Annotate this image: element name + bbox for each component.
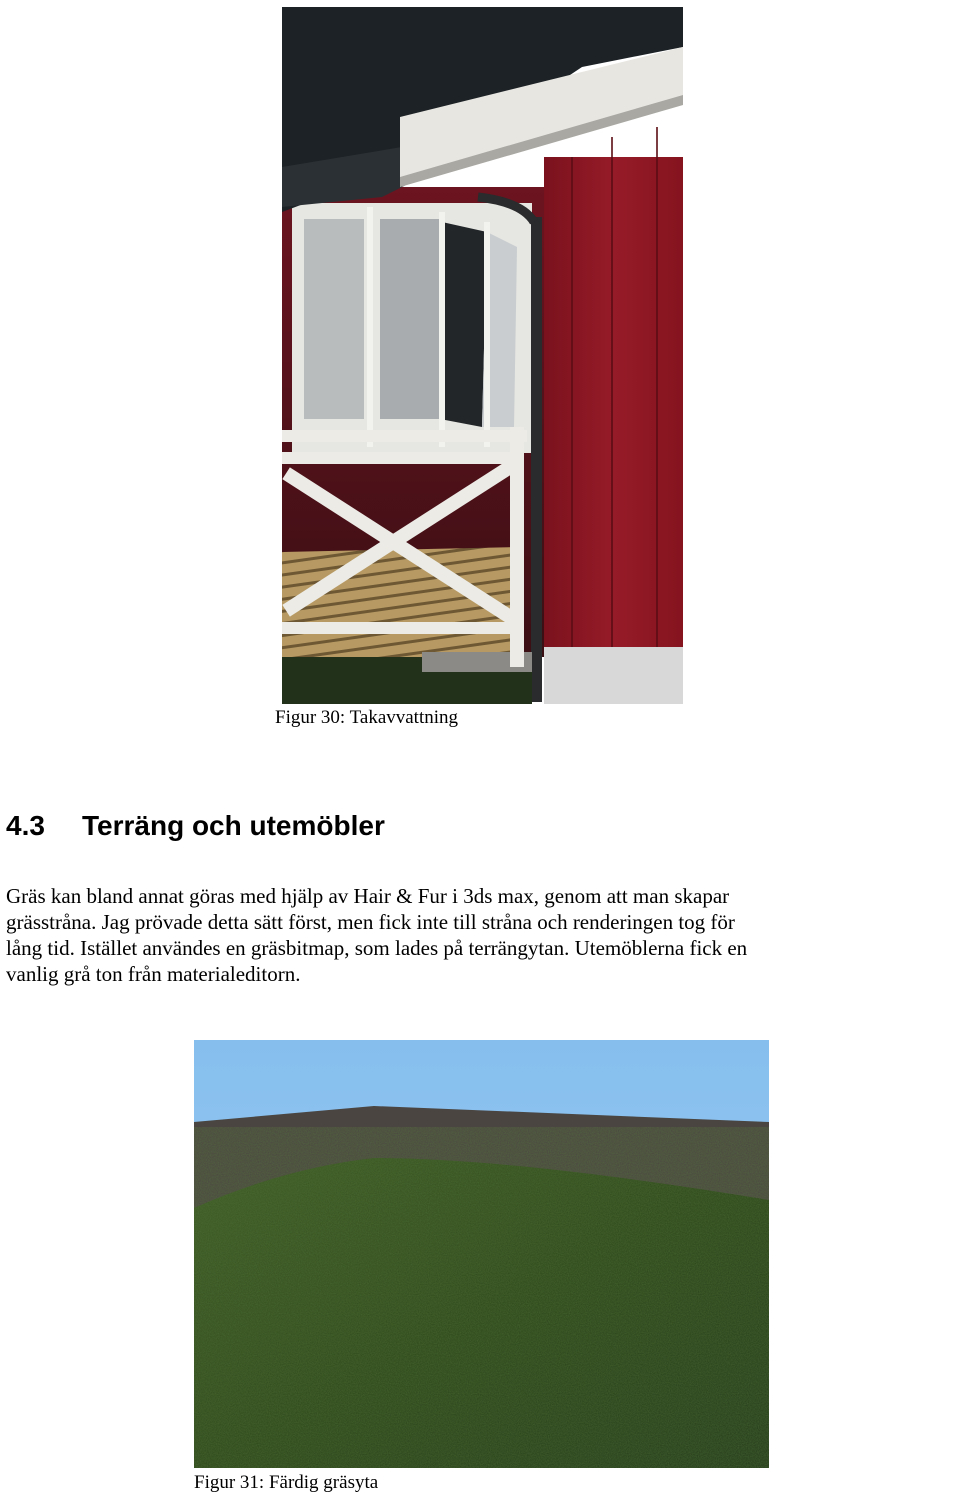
paragraph-line: vanlig grå ton från materialeditorn. — [6, 962, 301, 986]
grass-render — [194, 1040, 769, 1468]
figure-31-image — [194, 1040, 769, 1468]
figure-31-caption: Figur 31: Färdig gräsyta — [194, 1472, 379, 1493]
paragraph-line: lång tid. Istället användes en gräsbitmap, som lades på terrängytan. Utemöblerna fick en — [6, 936, 748, 960]
paragraph-line: Gräs kan bland annat göras med hjälp av Hair & Fur i 3ds max, genom att man skapar — [6, 884, 730, 908]
body-paragraph — [6, 883, 960, 987]
paragraph-line: grässtråna. Jag prövade detta sätt först, men fick inte till stråna och renderingen tog för — [6, 910, 735, 934]
section-title: Terräng och utemöbler — [82, 810, 385, 841]
downspout — [531, 217, 542, 702]
figure-30-image — [282, 7, 683, 704]
red-wall — [544, 157, 683, 657]
house-render — [282, 7, 683, 704]
section-number: 4.3 — [6, 810, 45, 841]
section-heading — [6, 808, 385, 844]
foundation — [544, 647, 683, 704]
figure-30-caption: Figur 30: Takavvattning — [275, 707, 459, 728]
